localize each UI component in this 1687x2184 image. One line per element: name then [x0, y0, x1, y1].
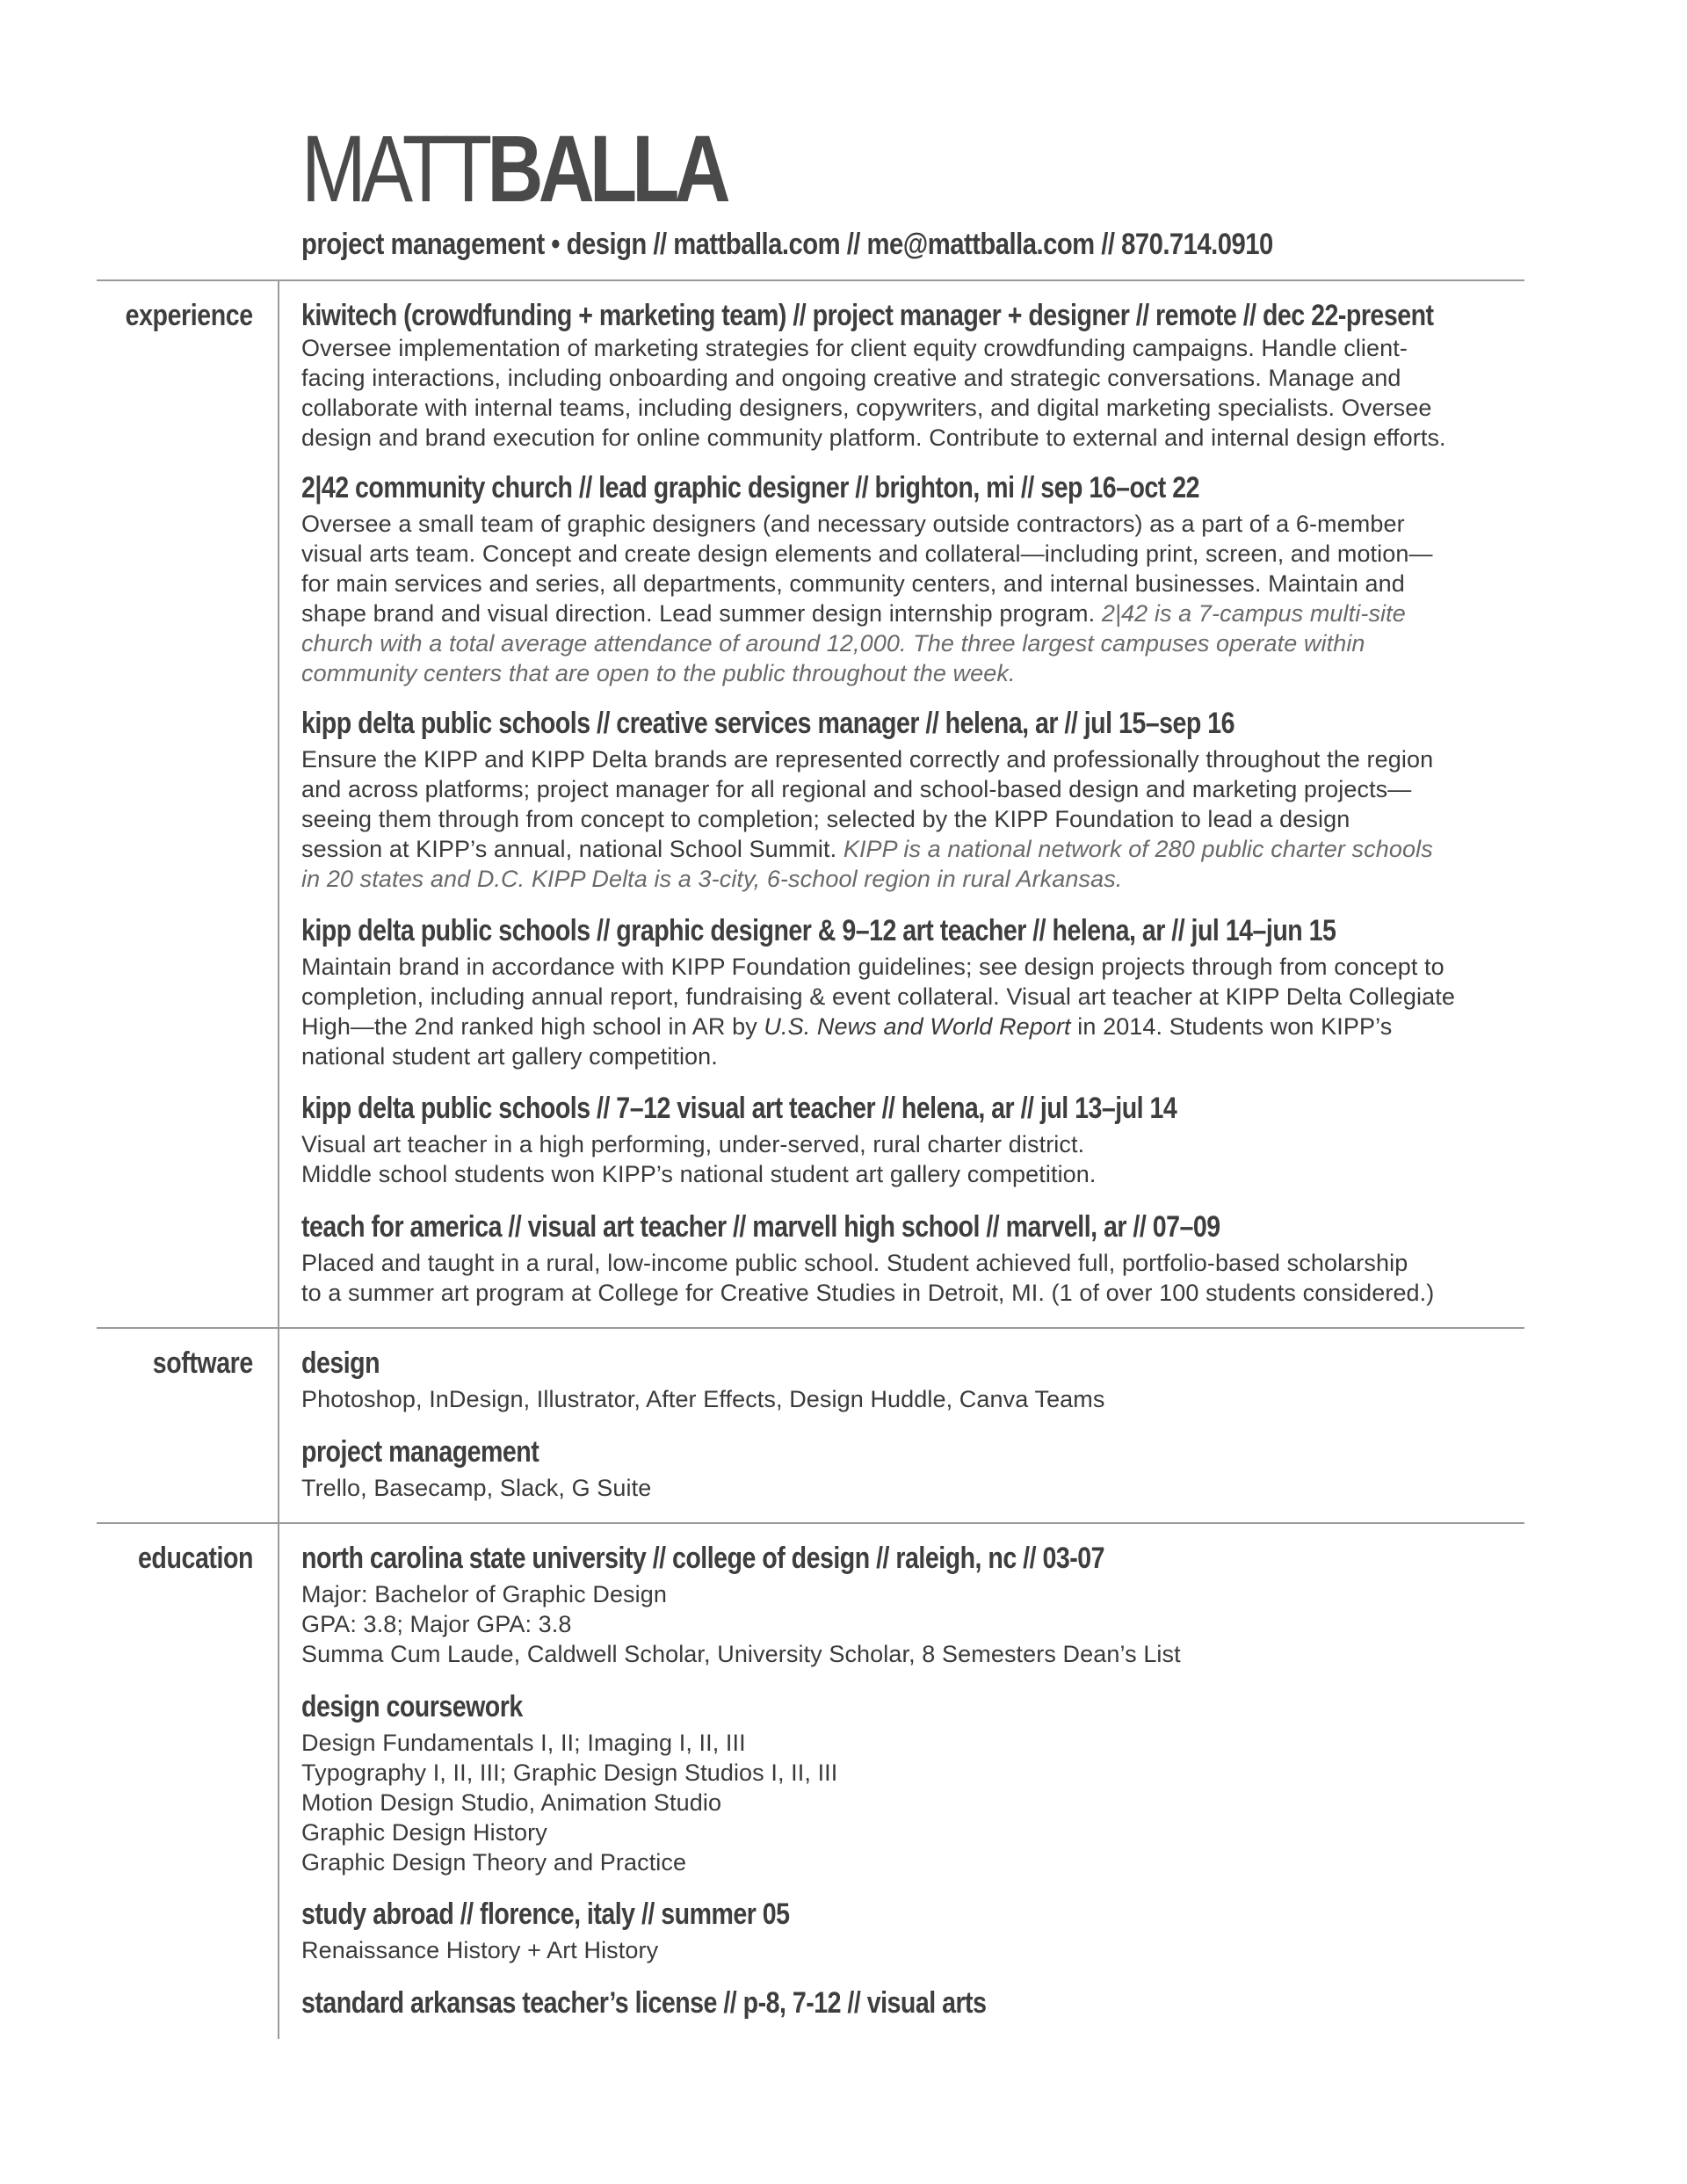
publication-title: U.S. News and World Report: [764, 1013, 1071, 1040]
description-line: design and brand execution for online community platform. Contribute to external and internal design efforts.: [301, 424, 1446, 451]
description-line: Motion Design Studio, Animation Studio: [301, 1789, 722, 1816]
description-line: Oversee a small team of graphic designers (and necessary outside contractors) as a part of a 6-member: [301, 511, 1405, 537]
section-label-software: software: [152, 1346, 253, 1380]
software-entry-project-management: [301, 1434, 1514, 1503]
context-note: 2|42 is a 7-campus multi-site: [1101, 600, 1406, 627]
entry-title: north carolina state university // college of design // raleigh, nc // 03-07: [301, 1542, 1104, 1575]
entry-title: design: [301, 1346, 380, 1380]
entry-description: [301, 509, 1514, 688]
name-logo: [301, 115, 726, 221]
description-line: Graphic Design Theory and Practice: [301, 1849, 687, 1876]
experience-entry-kiwitech: [301, 298, 1514, 453]
entry-description: [301, 1248, 1514, 1308]
first-name: MATT: [301, 115, 488, 221]
entry-title: study abroad // florence, italy // summer 05: [301, 1897, 790, 1931]
description-line: [301, 1012, 1514, 1041]
description-line: to a summer art program at College for Creative Studies in Detroit, MI. (1 of over 100 students considered.): [301, 1280, 1435, 1306]
experience-entry-teach-for-america: [301, 1209, 1514, 1308]
entry-description: [301, 333, 1514, 453]
context-note: church with a total average attendance of around 12,000. The three largest campuses operate within: [301, 630, 1365, 657]
contact-line: project management • design // mattballa.com // me@mattballa.com // 870.714.0910: [301, 228, 1273, 261]
description-line: GPA: 3.8; Major GPA: 3.8: [301, 1611, 572, 1637]
experience-entry-kipp-creative-services: [301, 706, 1514, 894]
education-entry-ncsu: [301, 1541, 1514, 1669]
description-line: Oversee implementation of marketing strategies for client equity crowdfunding campaigns. Handle client-: [301, 335, 1408, 361]
entry-title: 2|42 community church // lead graphic designer // brighton, mi // sep 16–oct 22: [301, 471, 1200, 504]
description-line: [301, 834, 1514, 864]
description-line: Summa Cum Laude, Caldwell Scholar, University Scholar, 8 Semesters Dean’s List: [301, 1641, 1181, 1667]
description-line: Middle school students won KIPP’s national student art gallery competition.: [301, 1161, 1097, 1187]
vertical-divider: [278, 279, 279, 2039]
description-line: [301, 599, 1514, 628]
description-line: and across platforms; project manager for all regional and school-based design and marketing projects—: [301, 776, 1412, 802]
description-line: Major: Bachelor of Graphic Design: [301, 1581, 667, 1607]
education-entry-study-abroad: [301, 1897, 1514, 1965]
description-line: seeing them through from concept to completion; selected by the KIPP Foundation to lead a design: [301, 806, 1350, 832]
description-line: for main services and series, all departments, community centers, and internal businesses. Maintain and: [301, 570, 1405, 597]
section-label-experience: experience: [125, 299, 253, 332]
entry-description: [301, 1473, 1514, 1503]
education-entry-teachers-license: [301, 1985, 1514, 2021]
entry-title: standard arkansas teacher’s license // p-8, 7-12 // visual arts: [301, 1986, 987, 2020]
entry-description: [301, 1579, 1514, 1669]
section-label-education: education: [137, 1542, 253, 1575]
description-line: national student art gallery competition.: [301, 1043, 718, 1070]
entry-title: kipp delta public schools // creative services manager // helena, ar // jul 15–sep 16: [301, 707, 1234, 740]
description-line: Maintain brand in accordance with KIPP Foundation guidelines; see design projects through from concept to: [301, 954, 1444, 980]
description-line: facing interactions, including onboarding and ongoing creative and strategic conversations. Manage and: [301, 365, 1401, 391]
description-text: session at KIPP’s annual, national School Summit.: [301, 836, 844, 862]
entry-description: [301, 744, 1514, 894]
entry-title: project management: [301, 1435, 539, 1469]
description-line: Renaissance History + Art History: [301, 1937, 659, 1963]
experience-entry-242-church: [301, 470, 1514, 688]
context-note: KIPP is a national network of 280 public charter schools: [843, 836, 1433, 862]
description-line: visual arts team. Concept and create design elements and collateral—including print, screen, and motion—: [301, 541, 1433, 567]
experience-entry-kipp-art-teacher: [301, 1091, 1514, 1189]
divider-software: [97, 1327, 1524, 1329]
description-line: Trello, Basecamp, Slack, G Suite: [301, 1475, 652, 1501]
description-line: Ensure the KIPP and KIPP Delta brands are represented correctly and professionally throughout the region: [301, 746, 1434, 773]
experience-entry-kipp-graphic-designer: [301, 913, 1514, 1071]
description-line: Visual art teacher in a high performing, under-served, rural charter district.: [301, 1131, 1085, 1157]
context-note: in 20 states and D.C. KIPP Delta is a 3-city, 6-school region in rural Arkansas.: [301, 866, 1123, 892]
context-note: community centers that are open to the public throughout the week.: [301, 660, 1016, 686]
description-line: completion, including annual report, fundraising & event collateral. Visual art teacher at KIPP Delta Collegiate: [301, 983, 1455, 1010]
education-entry-coursework: [301, 1689, 1514, 1877]
divider-education: [97, 1522, 1524, 1524]
entry-description: [301, 1384, 1514, 1414]
divider-top: [97, 279, 1524, 281]
entry-description: [301, 952, 1514, 1071]
description-text: shape brand and visual direction. Lead summer design internship program.: [301, 600, 1102, 627]
entry-title: kiwitech (crowdfunding + marketing team) // project manager + designer // remote // dec 22-present: [301, 299, 1434, 332]
description-line: Typography I, II, III; Graphic Design Studios I, II, III: [301, 1760, 838, 1786]
entry-title: design coursework: [301, 1690, 523, 1723]
entry-description: [301, 1129, 1514, 1189]
description-line: Design Fundamentals I, II; Imaging I, II, III: [301, 1730, 746, 1756]
description-line: collaborate with internal teams, including designers, copywriters, and digital marketing specialists. Oversee: [301, 395, 1432, 421]
entry-description: [301, 1728, 1514, 1877]
software-entry-design: [301, 1346, 1514, 1414]
entry-title: kipp delta public schools // 7–12 visual art teacher // helena, ar // jul 13–jul 14: [301, 1092, 1177, 1125]
description-line: Photoshop, InDesign, Illustrator, After Effects, Design Huddle, Canva Teams: [301, 1386, 1105, 1412]
last-name: BALLA: [487, 115, 726, 221]
entry-title: teach for america // visual art teacher // marvell high school // marvell, ar // 07–09: [301, 1210, 1220, 1244]
description-text: High—the 2nd ranked high school in AR by: [301, 1013, 764, 1040]
description-line: Placed and taught in a rural, low-income public school. Student achieved full, portfolio-based scholarship: [301, 1250, 1408, 1276]
entry-description: [301, 1935, 1514, 1965]
description-text: in 2014. Students won KIPP’s: [1070, 1013, 1393, 1040]
entry-title: kipp delta public schools // graphic designer & 9–12 art teacher // helena, ar // jul 14–jun 15: [301, 914, 1336, 947]
description-line: Graphic Design History: [301, 1819, 547, 1846]
